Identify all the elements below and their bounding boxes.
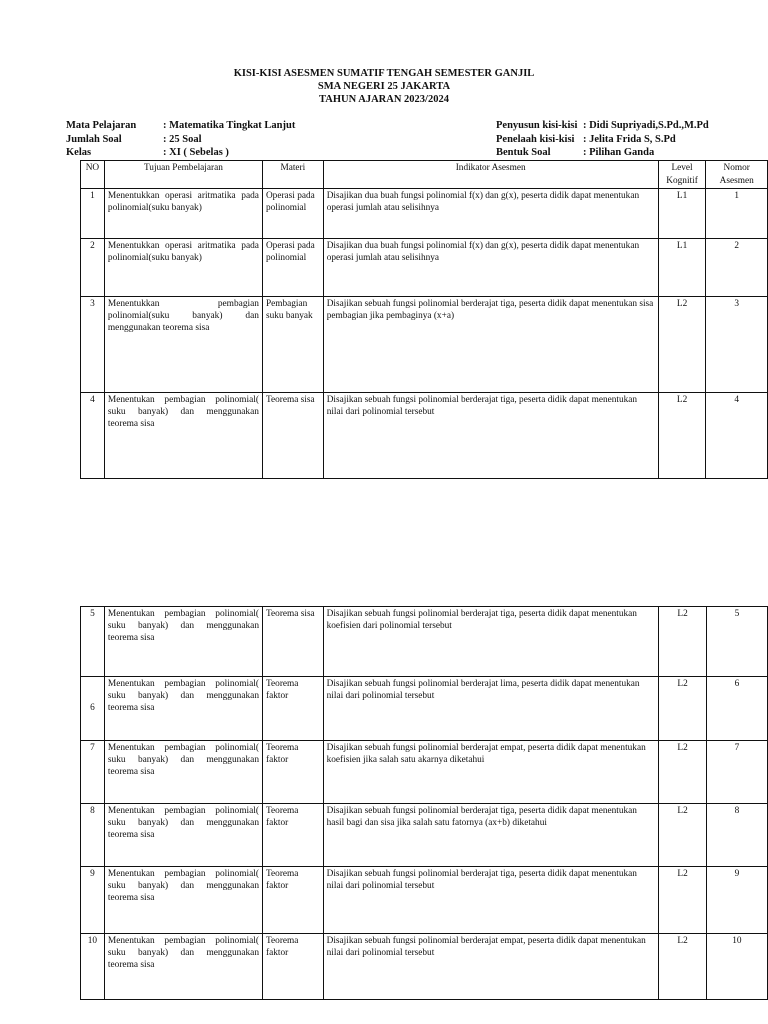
table-row — [81, 607, 768, 677]
cell-tujuan: Menentukan pembagian polinomial( suku banyak) dan menggunakan teorema sisa — [104, 741, 262, 804]
cell-tujuan: Menentukan pembagian polinomial( suku banyak) dan menggunakan teorema sisa — [104, 677, 262, 741]
cell-indikator: Disajikan sebuah fungsi polinomial berderajat lima, peserta didik dapat menentukan nilai dari polinomial tersebut — [323, 677, 659, 741]
doc-title-line-1: KISI-KISI ASESMEN SUMATIF TENGAH SEMESTER GANJIL — [233, 68, 535, 79]
table-row — [81, 741, 768, 804]
cell-tujuan: Menentukkan pembagian polinomial(suku banyak) dan menggunakan teorema sisa — [104, 297, 262, 393]
cell-tujuan: Menentukan pembagian polinomial( suku banyak) dan menggunakan teorema sisa — [104, 934, 262, 1000]
cell-tujuan: Menentukan pembagian polinomial( suku banyak) dan menggunakan teorema sisa — [104, 867, 262, 934]
info-label-jumlah-soal: Jumlah Soal — [66, 134, 122, 145]
cell-tujuan: Menentukkan operasi aritmatika pada polinomial(suku banyak) — [104, 189, 262, 239]
cell-materi: Teorema sisa — [262, 393, 323, 479]
cell-materi: Teorema faktor — [263, 677, 324, 741]
cell-no: 8 — [81, 804, 105, 867]
table-header-row — [81, 161, 768, 189]
info-value-jumlah-soal: : 25 Soal — [163, 134, 202, 145]
cell-no: 10 — [81, 934, 105, 1000]
cell-materi: Pembagian suku banyak — [262, 297, 323, 393]
cell-no: 6 — [81, 677, 105, 741]
table-row — [81, 297, 768, 393]
info-label-bentuk-soal: Bentuk Soal — [496, 147, 551, 158]
cell-indikator: Disajikan dua buah fungsi polinomial f(x) dan g(x), peserta didik dapat menentukan operasi jumlah atau selisihnya — [323, 239, 658, 297]
info-value-mata-pelajaran: : Matematika Tingkat Lanjut — [163, 120, 296, 131]
cell-nomor: 9 — [706, 867, 767, 934]
cell-no: 5 — [81, 607, 105, 677]
table-row — [81, 677, 768, 741]
header-no: NO — [81, 161, 105, 189]
cell-no: 7 — [81, 741, 105, 804]
info-value-bentuk-soal: : Pilihan Ganda — [583, 147, 655, 158]
info-value-kelas: : XI ( Sebelas ) — [163, 147, 229, 158]
cell-indikator: Disajikan sebuah fungsi polinomial berderajat empat, peserta didik dapat menentukan nilai dari polinomial tersebut — [323, 934, 659, 1000]
cell-tujuan: Menentukkan operasi aritmatika pada polinomial(suku banyak) — [104, 239, 262, 297]
cell-indikator: Disajikan sebuah fungsi polinomial berderajat tiga, peserta didik dapat menentukan nilai dari polinomial tersebut — [323, 867, 659, 934]
header-indikator: Indikator Asesmen — [323, 161, 658, 189]
cell-nomor: 7 — [706, 741, 767, 804]
header-materi: Materi — [262, 161, 323, 189]
cell-no: 4 — [81, 393, 105, 479]
cell-materi: Teorema faktor — [263, 934, 324, 1000]
cell-no: 1 — [81, 189, 105, 239]
kisi-table-part-2 — [80, 606, 768, 1000]
info-label-penyusun: Penyusun kisi-kisi — [496, 120, 578, 131]
cell-indikator: Disajikan sebuah fungsi polinomial berderajat tiga, peserta didik dapat menentukan nilai dari polinomial tersebut — [323, 393, 658, 479]
table-row — [81, 934, 768, 1000]
info-label-mata-pelajaran: Mata Pelajaran — [66, 120, 137, 131]
table-row — [81, 804, 768, 867]
cell-materi: Teorema faktor — [263, 741, 324, 804]
cell-nomor: 6 — [706, 677, 767, 741]
cell-indikator: Disajikan sebuah fungsi polinomial berderajat tiga, peserta didik dapat menentukan sisa pembagian jika pembaginya (x+a) — [323, 297, 658, 393]
cell-indikator: Disajikan sebuah fungsi polinomial berderajat tiga, peserta didik dapat menentukan hasil bagi dan sisa jika salah satu fatornya (ax+b) diketahui — [323, 804, 659, 867]
cell-no: 9 — [81, 867, 105, 934]
cell-materi: Operasi pada polinomial — [262, 189, 323, 239]
info-label-penelaah: Penelaah kisi-kisi — [496, 134, 575, 145]
cell-indikator: Disajikan dua buah fungsi polinomial f(x) dan g(x), peserta didik dapat menentukan operasi jumlah atau selisihnya — [323, 189, 658, 239]
kisi-table-part-1 — [80, 160, 768, 479]
cell-no: 2 — [81, 239, 105, 297]
cell-level: L2 — [659, 677, 706, 741]
cell-tujuan: Menentukan pembagian polinomial( suku banyak) dan menggunakan teorema sisa — [104, 607, 262, 677]
cell-nomor: 4 — [706, 393, 768, 479]
cell-nomor: 2 — [706, 239, 768, 297]
cell-level: L2 — [658, 393, 706, 479]
cell-level: L1 — [658, 189, 706, 239]
table-row — [81, 239, 768, 297]
cell-no: 3 — [81, 297, 105, 393]
cell-indikator: Disajikan sebuah fungsi polinomial berderajat empat, peserta didik dapat menentukan koefisien jika salah satu akarnya diketahui — [323, 741, 659, 804]
cell-level: L2 — [659, 867, 706, 934]
cell-materi: Teorema faktor — [263, 867, 324, 934]
cell-materi: Operasi pada polinomial — [262, 239, 323, 297]
header-tujuan: Tujuan Pembelajaran — [104, 161, 262, 189]
cell-indikator: Disajikan sebuah fungsi polinomial berderajat tiga, peserta didik dapat menentukan koefisien dari polinomial tersebut — [323, 607, 659, 677]
header-level: Level Kognitif — [658, 161, 706, 189]
cell-level: L2 — [658, 297, 706, 393]
doc-title-line-2: SMA NEGERI 25 JAKARTA — [317, 81, 451, 92]
info-label-kelas: Kelas — [66, 147, 92, 158]
cell-nomor: 1 — [706, 189, 768, 239]
cell-tujuan: Menentukan pembagian polinomial( suku banyak) dan menggunakan teorema sisa — [104, 393, 262, 479]
cell-level: L2 — [659, 607, 706, 677]
doc-title-line-3: TAHUN AJARAN 2023/2024 — [319, 94, 449, 105]
info-value-penelaah: : Jelita Frida S, S.Pd — [583, 134, 676, 145]
header-nomor: Nomor Asesmen — [706, 161, 768, 189]
info-value-penyusun: : Didi Supriyadi,S.Pd.,M.Pd — [583, 120, 709, 131]
cell-nomor: 3 — [706, 297, 768, 393]
cell-level: L2 — [659, 934, 706, 1000]
table-row — [81, 393, 768, 479]
cell-nomor: 5 — [706, 607, 767, 677]
cell-materi: Teorema sisa — [263, 607, 324, 677]
cell-tujuan: Menentukan pembagian polinomial( suku banyak) dan menggunakan teorema sisa — [104, 804, 262, 867]
cell-level: L1 — [658, 239, 706, 297]
cell-nomor: 10 — [706, 934, 767, 1000]
table-row — [81, 189, 768, 239]
cell-materi: Teorema faktor — [263, 804, 324, 867]
cell-nomor: 8 — [706, 804, 767, 867]
cell-level: L2 — [659, 804, 706, 867]
table-row — [81, 867, 768, 934]
cell-level: L2 — [659, 741, 706, 804]
